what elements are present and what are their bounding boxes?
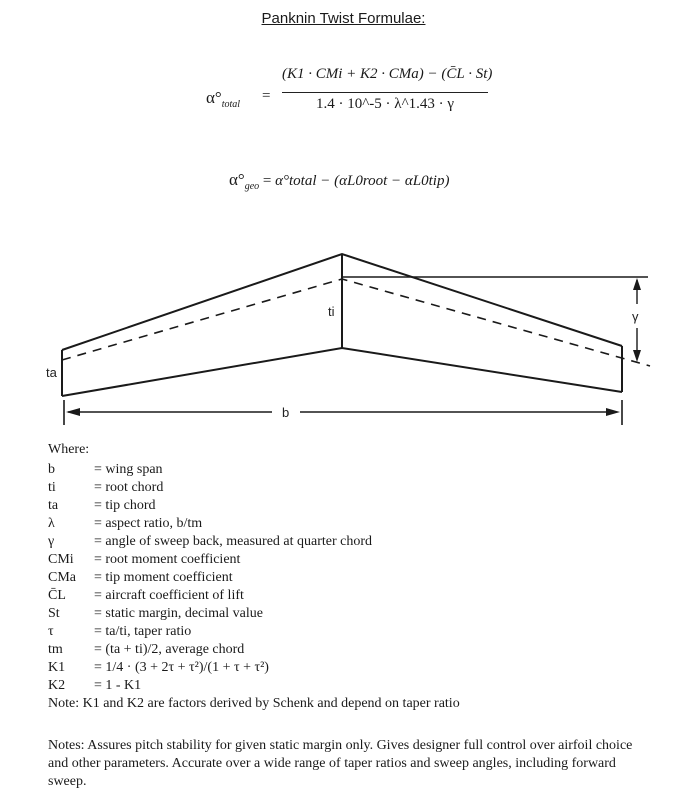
formula-total-lhs	[206, 88, 240, 110]
definitions-list	[48, 442, 460, 714]
definition-symbol: ti	[48, 480, 56, 495]
definition-symbol: CMi	[48, 552, 74, 567]
definition-text: = wing span	[94, 462, 163, 477]
definition-text: = (ta + ti)/2, average chord	[94, 642, 245, 657]
equals-sign: =	[262, 88, 271, 104]
formula-denominator: 1.4 · 10^-5 · λ^1.43 · γ	[316, 96, 454, 112]
definition-text: = tip moment coefficient	[94, 570, 233, 585]
definition-row	[48, 642, 460, 660]
definition-symbol: K2	[48, 678, 66, 693]
definition-symbol: γ	[48, 534, 55, 549]
schenk-note: Note: K1 and K2 are factors derived by Schenk and depend on taper ratio	[48, 696, 460, 711]
definition-symbol: b	[48, 462, 55, 477]
definition-row	[48, 660, 460, 678]
definition-symbol: K1	[48, 660, 66, 675]
tip-chord-label: ta	[46, 365, 57, 380]
definition-symbol: ta	[48, 498, 59, 513]
definition-text: = tip chord	[94, 498, 156, 513]
definition-row	[48, 534, 460, 552]
sweep-label: γ	[632, 309, 639, 324]
notes-paragraph: Notes: Assures pitch stability for given static margin only. Gives designer full control over airfoil choice and other parameters. Accurate over a wide range of taper ratios and sweep angles, including forward sweep.	[48, 738, 633, 789]
definition-symbol: St	[48, 606, 60, 621]
definition-row	[48, 552, 460, 570]
definition-text: = ta/ti, taper ratio	[94, 624, 192, 639]
definition-text: = 1/4 · (3 + 2τ + τ²)/(1 + τ + τ²)	[94, 660, 269, 675]
formula-geo-rhs: α°total − (αL0root − αL0tip)	[275, 173, 450, 189]
span-label: b	[282, 405, 290, 420]
span-arrowhead-right	[606, 408, 620, 416]
lhs-subscript: geo	[244, 181, 260, 192]
fraction	[282, 66, 493, 113]
span-arrowhead-left	[66, 408, 80, 416]
definition-row	[48, 516, 460, 534]
where-heading: Where:	[48, 442, 90, 457]
definition-symbol: tm	[48, 642, 63, 657]
alpha-symbol: α°	[206, 88, 222, 107]
definition-row	[48, 480, 460, 498]
definition-text: = root chord	[94, 480, 164, 495]
definition-text: = static margin, decimal value	[94, 606, 263, 621]
lhs-subscript: total	[221, 99, 241, 110]
definition-row	[48, 624, 460, 642]
definition-symbol: CMa	[48, 570, 76, 585]
page-title: Panknin Twist Formulae:	[261, 10, 426, 27]
definition-row	[48, 462, 460, 480]
definition-row	[48, 570, 460, 588]
definition-row	[48, 498, 460, 516]
definition-text: = angle of sweep back, measured at quarter chord	[94, 534, 373, 549]
arrowhead-up	[633, 278, 641, 290]
formula-numerator: (K1 · CMi + K2 · CMa) − (C̄L · St)	[282, 66, 493, 82]
arrowhead-down	[633, 350, 641, 362]
definition-text: = root moment coefficient	[94, 552, 241, 567]
definition-symbol: λ	[48, 516, 55, 531]
formula-geo: $\alpha^\circ_{geo}$ = α°total − (αL0root − αL0tip)	[229, 170, 450, 192]
definition-row	[48, 588, 460, 606]
definition-symbol: τ	[48, 624, 54, 639]
alpha-symbol: α°	[229, 170, 245, 189]
definition-text: = aircraft coefficient of lift	[94, 588, 244, 603]
wing-diagram	[0, 240, 687, 440]
definition-row	[48, 606, 460, 624]
wing-trailing-edge	[62, 348, 622, 396]
definition-row	[48, 678, 460, 696]
quarter-chord-line	[62, 279, 650, 366]
definition-text: = aspect ratio, b/tm	[94, 516, 203, 531]
definition-symbol: C̄L	[48, 588, 66, 603]
definition-text: = 1 - K1	[94, 678, 142, 693]
root-chord-label: ti	[328, 304, 335, 319]
